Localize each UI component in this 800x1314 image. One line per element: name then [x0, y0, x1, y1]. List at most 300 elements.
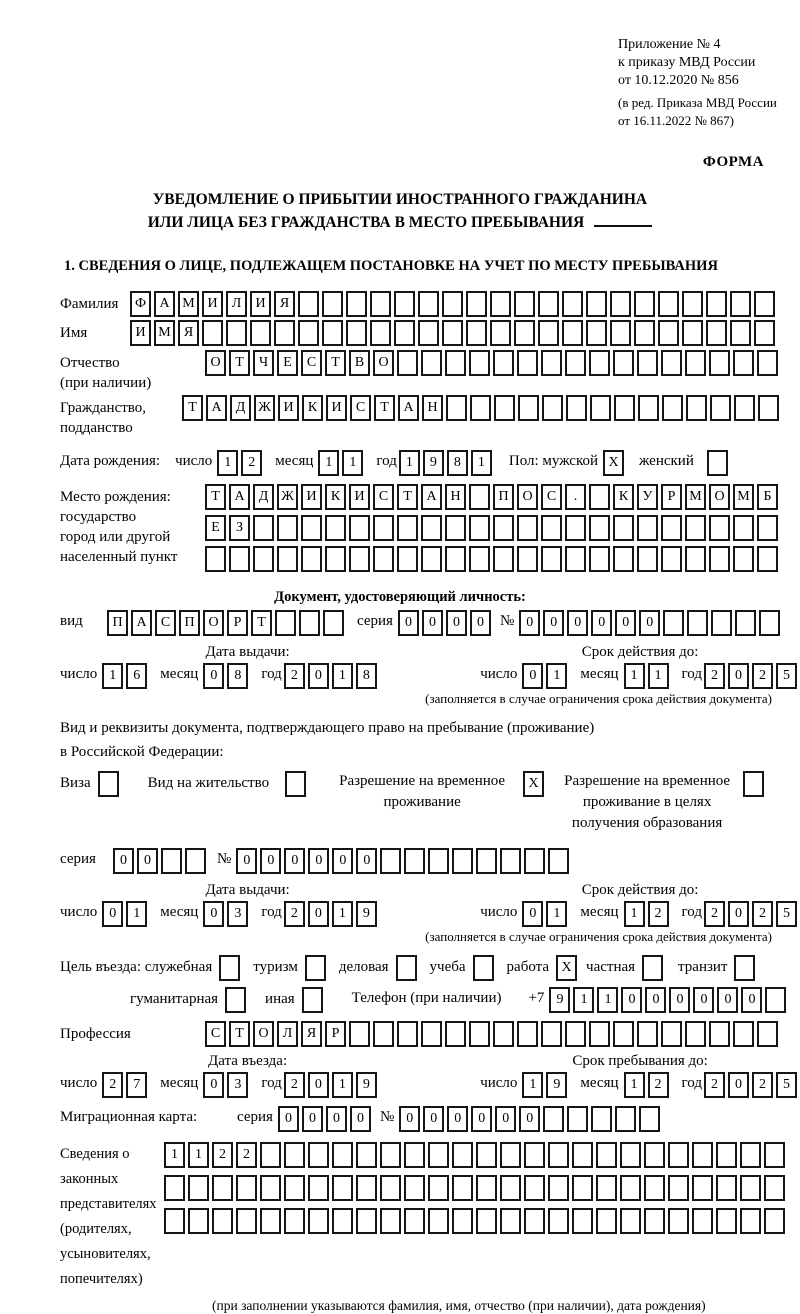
char-cell[interactable]: [687, 610, 708, 636]
char-cell[interactable]: [476, 848, 497, 874]
char-cell[interactable]: [730, 291, 751, 317]
char-cell[interactable]: [500, 848, 521, 874]
char-cell[interactable]: О: [203, 610, 224, 636]
char-cell[interactable]: [709, 350, 730, 376]
char-cell[interactable]: [253, 515, 274, 541]
char-cell[interactable]: [373, 546, 394, 572]
char-cell[interactable]: 2: [284, 901, 305, 927]
char-cell[interactable]: 0: [519, 1106, 540, 1132]
char-cell[interactable]: [590, 395, 611, 421]
char-cell[interactable]: [757, 515, 778, 541]
char-cell[interactable]: Я: [274, 291, 295, 317]
char-cell[interactable]: [615, 1106, 636, 1132]
char-cell[interactable]: 1: [546, 663, 567, 689]
char-cell[interactable]: 1: [399, 450, 420, 476]
char-cell[interactable]: А: [398, 395, 419, 421]
char-cell[interactable]: [548, 848, 569, 874]
char-cell[interactable]: [404, 1175, 425, 1201]
char-cell[interactable]: У: [637, 484, 658, 510]
char-cell[interactable]: 0: [308, 1072, 329, 1098]
char-cell[interactable]: Л: [277, 1021, 298, 1047]
char-cell[interactable]: Ф: [130, 291, 151, 317]
char-cell[interactable]: [277, 546, 298, 572]
char-cell[interactable]: 2: [241, 450, 262, 476]
char-cell[interactable]: М: [154, 320, 175, 346]
char-cell[interactable]: [284, 1208, 305, 1234]
entry-year-input[interactable]: [284, 1072, 380, 1098]
char-cell[interactable]: [541, 350, 562, 376]
char-cell[interactable]: 1: [126, 901, 147, 927]
char-cell[interactable]: [661, 1021, 682, 1047]
char-cell[interactable]: [397, 515, 418, 541]
char-cell[interactable]: [469, 515, 490, 541]
char-cell[interactable]: [225, 987, 246, 1013]
char-cell[interactable]: [346, 291, 367, 317]
char-cell[interactable]: 1: [318, 450, 339, 476]
char-cell[interactable]: 0: [308, 663, 329, 689]
char-cell[interactable]: С: [541, 484, 562, 510]
char-cell[interactable]: [634, 320, 655, 346]
char-cell[interactable]: Т: [205, 484, 226, 510]
char-cell[interactable]: [308, 1175, 329, 1201]
birth-year-input[interactable]: [399, 450, 495, 476]
char-cell[interactable]: [470, 395, 491, 421]
char-cell[interactable]: [740, 1208, 761, 1234]
char-cell[interactable]: 0: [422, 610, 443, 636]
char-cell[interactable]: И: [349, 484, 370, 510]
char-cell[interactable]: [349, 515, 370, 541]
char-cell[interactable]: [421, 515, 442, 541]
char-cell[interactable]: 0: [741, 987, 762, 1013]
char-cell[interactable]: 8: [356, 663, 377, 689]
char-cell[interactable]: [685, 1021, 706, 1047]
char-cell[interactable]: [733, 546, 754, 572]
char-cell[interactable]: П: [493, 484, 514, 510]
char-cell[interactable]: 2: [284, 663, 305, 689]
char-cell[interactable]: С: [373, 484, 394, 510]
sex-female-checkbox[interactable]: [707, 450, 731, 476]
char-cell[interactable]: [685, 546, 706, 572]
char-cell[interactable]: [730, 320, 751, 346]
char-cell[interactable]: 9: [356, 1072, 377, 1098]
char-cell[interactable]: [524, 1142, 545, 1168]
char-cell[interactable]: [490, 320, 511, 346]
char-cell[interactable]: 0: [591, 610, 612, 636]
char-cell[interactable]: [325, 546, 346, 572]
char-cell[interactable]: [308, 1208, 329, 1234]
char-cell[interactable]: [706, 320, 727, 346]
char-cell[interactable]: 1: [332, 1072, 353, 1098]
char-cell[interactable]: [452, 1208, 473, 1234]
char-cell[interactable]: [517, 546, 538, 572]
char-cell[interactable]: [260, 1208, 281, 1234]
char-cell[interactable]: 1: [164, 1142, 185, 1168]
char-cell[interactable]: Ж: [254, 395, 275, 421]
citizenship-input[interactable]: [182, 395, 782, 421]
purpose-business-checkbox[interactable]: [396, 955, 420, 981]
char-cell[interactable]: [370, 291, 391, 317]
char-cell[interactable]: [380, 1175, 401, 1201]
char-cell[interactable]: 0: [522, 901, 543, 927]
char-cell[interactable]: 2: [236, 1142, 257, 1168]
char-cell[interactable]: [446, 395, 467, 421]
char-cell[interactable]: [164, 1175, 185, 1201]
char-cell[interactable]: [710, 395, 731, 421]
char-cell[interactable]: [682, 291, 703, 317]
name-input[interactable]: [130, 320, 778, 346]
char-cell[interactable]: [323, 610, 344, 636]
char-cell[interactable]: [404, 848, 425, 874]
char-cell[interactable]: 2: [704, 663, 725, 689]
doc-number-input[interactable]: [519, 610, 783, 636]
legal-reps-line-3[interactable]: [164, 1208, 788, 1234]
char-cell[interactable]: [260, 1142, 281, 1168]
char-cell[interactable]: [308, 1142, 329, 1168]
char-cell[interactable]: [661, 546, 682, 572]
char-cell[interactable]: 0: [302, 1106, 323, 1132]
char-cell[interactable]: [644, 1142, 665, 1168]
char-cell[interactable]: [566, 395, 587, 421]
char-cell[interactable]: С: [301, 350, 322, 376]
char-cell[interactable]: [613, 546, 634, 572]
doc-valid-day-input[interactable]: [522, 663, 570, 689]
temp-residence-checkbox[interactable]: [511, 771, 547, 797]
char-cell[interactable]: [380, 848, 401, 874]
char-cell[interactable]: 0: [639, 610, 660, 636]
char-cell[interactable]: [476, 1142, 497, 1168]
char-cell[interactable]: 0: [693, 987, 714, 1013]
char-cell[interactable]: [302, 987, 323, 1013]
char-cell[interactable]: [298, 291, 319, 317]
char-cell[interactable]: [380, 1142, 401, 1168]
char-cell[interactable]: [473, 955, 494, 981]
char-cell[interactable]: Т: [229, 1021, 250, 1047]
char-cell[interactable]: [565, 1021, 586, 1047]
char-cell[interactable]: [589, 484, 610, 510]
char-cell[interactable]: .: [565, 484, 586, 510]
char-cell[interactable]: [637, 350, 658, 376]
char-cell[interactable]: 3: [227, 901, 248, 927]
char-cell[interactable]: [716, 1175, 737, 1201]
char-cell[interactable]: [517, 350, 538, 376]
char-cell[interactable]: [639, 1106, 660, 1132]
char-cell[interactable]: 0: [284, 848, 305, 874]
char-cell[interactable]: [452, 848, 473, 874]
char-cell[interactable]: [188, 1208, 209, 1234]
char-cell[interactable]: [421, 1021, 442, 1047]
char-cell[interactable]: [637, 1021, 658, 1047]
char-cell[interactable]: [548, 1142, 569, 1168]
purpose-humanitarian-checkbox[interactable]: [225, 987, 249, 1013]
char-cell[interactable]: [620, 1175, 641, 1201]
char-cell[interactable]: [565, 515, 586, 541]
char-cell[interactable]: [493, 350, 514, 376]
char-cell[interactable]: [538, 291, 559, 317]
char-cell[interactable]: 9: [356, 901, 377, 927]
char-cell[interactable]: [610, 320, 631, 346]
char-cell[interactable]: [394, 320, 415, 346]
char-cell[interactable]: 1: [648, 663, 669, 689]
char-cell[interactable]: [349, 1021, 370, 1047]
char-cell[interactable]: [219, 955, 240, 981]
char-cell[interactable]: [637, 515, 658, 541]
char-cell[interactable]: X: [603, 450, 624, 476]
char-cell[interactable]: 1: [188, 1142, 209, 1168]
char-cell[interactable]: [589, 1021, 610, 1047]
char-cell[interactable]: И: [278, 395, 299, 421]
char-cell[interactable]: [500, 1175, 521, 1201]
char-cell[interactable]: [711, 610, 732, 636]
char-cell[interactable]: [253, 546, 274, 572]
char-cell[interactable]: [542, 395, 563, 421]
char-cell[interactable]: [346, 320, 367, 346]
char-cell[interactable]: [500, 1142, 521, 1168]
char-cell[interactable]: Т: [397, 484, 418, 510]
char-cell[interactable]: [229, 546, 250, 572]
char-cell[interactable]: 1: [102, 663, 123, 689]
char-cell[interactable]: [620, 1142, 641, 1168]
char-cell[interactable]: [493, 1021, 514, 1047]
char-cell[interactable]: И: [250, 291, 271, 317]
purpose-tourism-checkbox[interactable]: [305, 955, 329, 981]
char-cell[interactable]: [285, 771, 306, 797]
char-cell[interactable]: [421, 350, 442, 376]
char-cell[interactable]: [322, 291, 343, 317]
char-cell[interactable]: [709, 515, 730, 541]
char-cell[interactable]: [668, 1142, 689, 1168]
char-cell[interactable]: [500, 1208, 521, 1234]
char-cell[interactable]: [452, 1142, 473, 1168]
char-cell[interactable]: [428, 848, 449, 874]
char-cell[interactable]: [591, 1106, 612, 1132]
char-cell[interactable]: [614, 395, 635, 421]
char-cell[interactable]: [514, 320, 535, 346]
char-cell[interactable]: X: [556, 955, 577, 981]
char-cell[interactable]: [620, 1208, 641, 1234]
legal-reps-line-1[interactable]: [164, 1142, 788, 1168]
char-cell[interactable]: [301, 546, 322, 572]
char-cell[interactable]: 2: [284, 1072, 305, 1098]
char-cell[interactable]: [638, 395, 659, 421]
char-cell[interactable]: [740, 1142, 761, 1168]
birth-day-input[interactable]: [217, 450, 265, 476]
char-cell[interactable]: [610, 291, 631, 317]
char-cell[interactable]: [236, 1208, 257, 1234]
char-cell[interactable]: [685, 350, 706, 376]
char-cell[interactable]: [541, 515, 562, 541]
char-cell[interactable]: [236, 1175, 257, 1201]
birthplace-line-1[interactable]: [205, 484, 781, 510]
visa-checkbox[interactable]: [98, 771, 122, 797]
char-cell[interactable]: Ж: [277, 484, 298, 510]
doc-issue-month-input[interactable]: [203, 663, 251, 689]
char-cell[interactable]: [445, 1021, 466, 1047]
char-cell[interactable]: [764, 1142, 785, 1168]
char-cell[interactable]: [644, 1175, 665, 1201]
char-cell[interactable]: Я: [178, 320, 199, 346]
char-cell[interactable]: [682, 320, 703, 346]
char-cell[interactable]: [764, 1208, 785, 1234]
char-cell[interactable]: Н: [445, 484, 466, 510]
doc-issue-day-input[interactable]: [102, 663, 150, 689]
char-cell[interactable]: [418, 291, 439, 317]
entry-day-input[interactable]: [102, 1072, 150, 1098]
char-cell[interactable]: [284, 1142, 305, 1168]
char-cell[interactable]: [494, 395, 515, 421]
char-cell[interactable]: 2: [752, 1072, 773, 1098]
char-cell[interactable]: Л: [226, 291, 247, 317]
doc-valid-month-input[interactable]: [624, 663, 672, 689]
char-cell[interactable]: [572, 1142, 593, 1168]
char-cell[interactable]: [733, 350, 754, 376]
stay-day-input[interactable]: [522, 1072, 570, 1098]
char-cell[interactable]: [658, 320, 679, 346]
char-cell[interactable]: [298, 320, 319, 346]
char-cell[interactable]: [740, 1175, 761, 1201]
char-cell[interactable]: 1: [624, 901, 645, 927]
phone-input[interactable]: [549, 987, 789, 1013]
res-valid-day-input[interactable]: [522, 901, 570, 927]
char-cell[interactable]: 0: [102, 901, 123, 927]
char-cell[interactable]: [373, 1021, 394, 1047]
char-cell[interactable]: [428, 1208, 449, 1234]
char-cell[interactable]: Т: [251, 610, 272, 636]
char-cell[interactable]: Е: [205, 515, 226, 541]
char-cell[interactable]: [637, 546, 658, 572]
char-cell[interactable]: 1: [522, 1072, 543, 1098]
char-cell[interactable]: [301, 515, 322, 541]
char-cell[interactable]: [709, 546, 730, 572]
char-cell[interactable]: [518, 395, 539, 421]
char-cell[interactable]: С: [205, 1021, 226, 1047]
doc-valid-year-input[interactable]: [704, 663, 800, 689]
char-cell[interactable]: [469, 350, 490, 376]
char-cell[interactable]: 0: [137, 848, 158, 874]
char-cell[interactable]: Р: [325, 1021, 346, 1047]
char-cell[interactable]: И: [202, 291, 223, 317]
char-cell[interactable]: К: [613, 484, 634, 510]
char-cell[interactable]: [332, 1142, 353, 1168]
char-cell[interactable]: [685, 515, 706, 541]
char-cell[interactable]: [466, 320, 487, 346]
char-cell[interactable]: 0: [203, 1072, 224, 1098]
char-cell[interactable]: [733, 515, 754, 541]
char-cell[interactable]: И: [130, 320, 151, 346]
char-cell[interactable]: [642, 955, 663, 981]
purpose-study-checkbox[interactable]: [473, 955, 497, 981]
char-cell[interactable]: [490, 291, 511, 317]
char-cell[interactable]: [442, 291, 463, 317]
char-cell[interactable]: [572, 1208, 593, 1234]
char-cell[interactable]: [596, 1175, 617, 1201]
char-cell[interactable]: [668, 1208, 689, 1234]
char-cell[interactable]: [562, 291, 583, 317]
char-cell[interactable]: [758, 395, 779, 421]
char-cell[interactable]: 0: [567, 610, 588, 636]
char-cell[interactable]: [445, 515, 466, 541]
doc-type-input[interactable]: [107, 610, 347, 636]
char-cell[interactable]: [661, 515, 682, 541]
char-cell[interactable]: 0: [308, 901, 329, 927]
res-issue-month-input[interactable]: [203, 901, 251, 927]
char-cell[interactable]: 2: [212, 1142, 233, 1168]
char-cell[interactable]: [759, 610, 780, 636]
char-cell[interactable]: [445, 350, 466, 376]
char-cell[interactable]: 0: [203, 901, 224, 927]
char-cell[interactable]: [356, 1142, 377, 1168]
char-cell[interactable]: 0: [471, 1106, 492, 1132]
mig-number-input[interactable]: [399, 1106, 663, 1132]
char-cell[interactable]: Ч: [253, 350, 274, 376]
residence-permit-checkbox[interactable]: [285, 771, 309, 797]
birthplace-line-2[interactable]: [205, 515, 781, 541]
char-cell[interactable]: [663, 610, 684, 636]
char-cell[interactable]: 2: [102, 1072, 123, 1098]
char-cell[interactable]: [733, 1021, 754, 1047]
char-cell[interactable]: [634, 291, 655, 317]
char-cell[interactable]: Я: [301, 1021, 322, 1047]
char-cell[interactable]: [161, 848, 182, 874]
char-cell[interactable]: [596, 1208, 617, 1234]
char-cell[interactable]: Т: [374, 395, 395, 421]
temp-residence-edu-checkbox[interactable]: [731, 771, 767, 797]
char-cell[interactable]: [764, 1175, 785, 1201]
char-cell[interactable]: [98, 771, 119, 797]
char-cell[interactable]: 0: [519, 610, 540, 636]
char-cell[interactable]: 1: [217, 450, 238, 476]
char-cell[interactable]: [332, 1208, 353, 1234]
char-cell[interactable]: [734, 395, 755, 421]
char-cell[interactable]: 0: [356, 848, 377, 874]
char-cell[interactable]: [586, 320, 607, 346]
res-number-input[interactable]: [236, 848, 572, 874]
char-cell[interactable]: 0: [495, 1106, 516, 1132]
char-cell[interactable]: [658, 291, 679, 317]
char-cell[interactable]: 9: [546, 1072, 567, 1098]
char-cell[interactable]: [275, 610, 296, 636]
res-valid-year-input[interactable]: [704, 901, 800, 927]
char-cell[interactable]: [707, 450, 728, 476]
char-cell[interactable]: М: [733, 484, 754, 510]
char-cell[interactable]: [418, 320, 439, 346]
char-cell[interactable]: [442, 320, 463, 346]
char-cell[interactable]: 5: [776, 663, 797, 689]
char-cell[interactable]: 0: [236, 848, 257, 874]
char-cell[interactable]: Б: [757, 484, 778, 510]
char-cell[interactable]: [299, 610, 320, 636]
res-issue-day-input[interactable]: [102, 901, 150, 927]
char-cell[interactable]: 0: [728, 1072, 749, 1098]
profession-input[interactable]: [205, 1021, 781, 1047]
char-cell[interactable]: 5: [776, 1072, 797, 1098]
char-cell[interactable]: [164, 1208, 185, 1234]
char-cell[interactable]: [743, 771, 764, 797]
char-cell[interactable]: К: [325, 484, 346, 510]
char-cell[interactable]: [493, 546, 514, 572]
char-cell[interactable]: Н: [422, 395, 443, 421]
char-cell[interactable]: М: [685, 484, 706, 510]
char-cell[interactable]: [277, 515, 298, 541]
char-cell[interactable]: [686, 395, 707, 421]
char-cell[interactable]: [706, 291, 727, 317]
char-cell[interactable]: 2: [704, 901, 725, 927]
char-cell[interactable]: Т: [182, 395, 203, 421]
purpose-private-checkbox[interactable]: [642, 955, 666, 981]
char-cell[interactable]: Т: [325, 350, 346, 376]
char-cell[interactable]: [668, 1175, 689, 1201]
char-cell[interactable]: [562, 320, 583, 346]
char-cell[interactable]: [757, 1021, 778, 1047]
